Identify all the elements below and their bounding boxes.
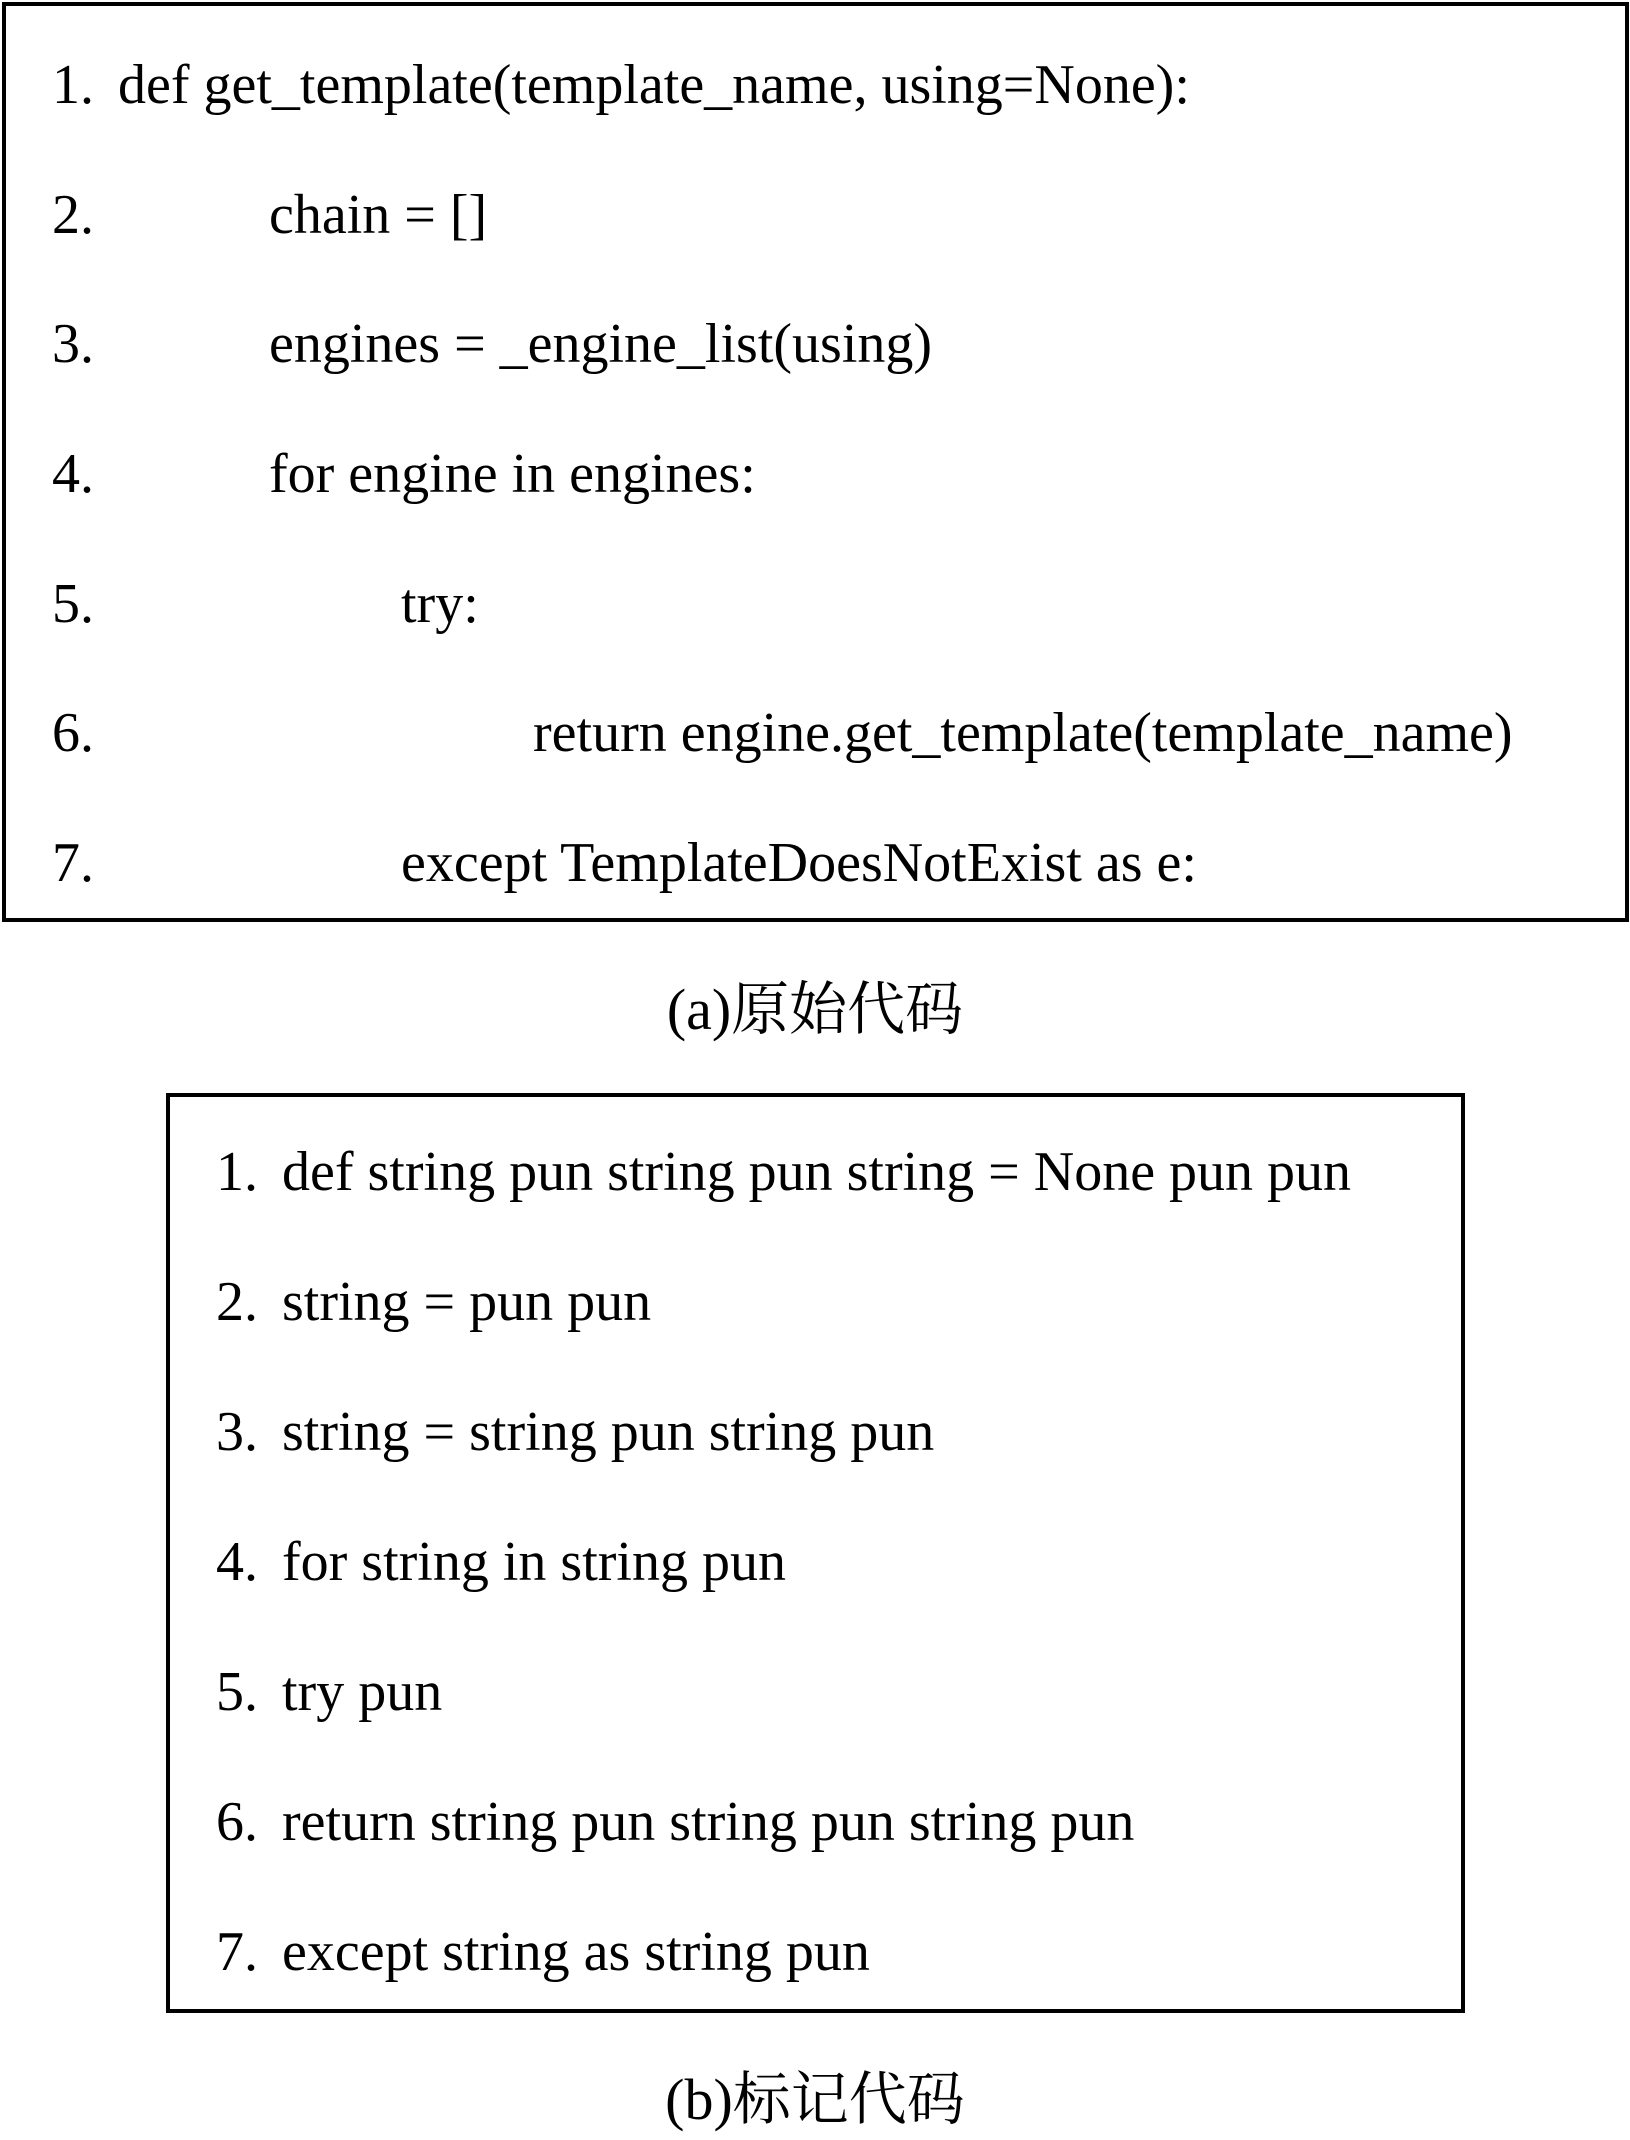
line-text: except TemplateDoesNotExist as e: bbox=[401, 832, 1197, 894]
line-text: string = pun pun bbox=[282, 1271, 652, 1333]
line-text: string = string pun string pun bbox=[282, 1401, 935, 1463]
line-text: engines = _engine_list(using) bbox=[269, 313, 933, 375]
line-number: 6. bbox=[216, 1791, 258, 1853]
line-text: except string as string pun bbox=[282, 1921, 870, 1983]
line-text: try: bbox=[401, 573, 479, 635]
line-number: 7. bbox=[216, 1921, 258, 1983]
line-text: return string pun string pun string pun bbox=[282, 1791, 1135, 1853]
line-number: 2. bbox=[52, 184, 94, 246]
line-number: 5. bbox=[216, 1661, 258, 1723]
line-text: return engine.get_template(template_name) bbox=[533, 702, 1513, 764]
line-number: 6. bbox=[52, 702, 94, 764]
line-number: 2. bbox=[216, 1271, 258, 1333]
line-text: for string in string pun bbox=[282, 1531, 786, 1593]
original-code-box bbox=[2, 2, 1629, 922]
tagged-code-box bbox=[166, 1093, 1465, 2013]
line-number: 4. bbox=[216, 1531, 258, 1593]
line-number: 5. bbox=[52, 573, 94, 635]
line-text: try pun bbox=[282, 1661, 443, 1723]
line-number: 3. bbox=[52, 313, 94, 375]
line-text: for engine in engines: bbox=[269, 443, 756, 505]
tagged-code-caption: (b)标记代码 bbox=[665, 2067, 965, 2132]
line-number: 7. bbox=[52, 832, 94, 894]
line-text: def get_template(template_name, using=None): bbox=[118, 54, 1190, 116]
line-text: chain = [] bbox=[269, 184, 488, 246]
line-number: 1. bbox=[216, 1141, 258, 1203]
line-number: 1. bbox=[52, 54, 94, 116]
line-number: 3. bbox=[216, 1401, 258, 1463]
line-number: 4. bbox=[52, 443, 94, 505]
original-code-caption: (a)原始代码 bbox=[666, 977, 964, 1042]
line-text: def string pun string pun string = None pun pun bbox=[282, 1141, 1352, 1203]
